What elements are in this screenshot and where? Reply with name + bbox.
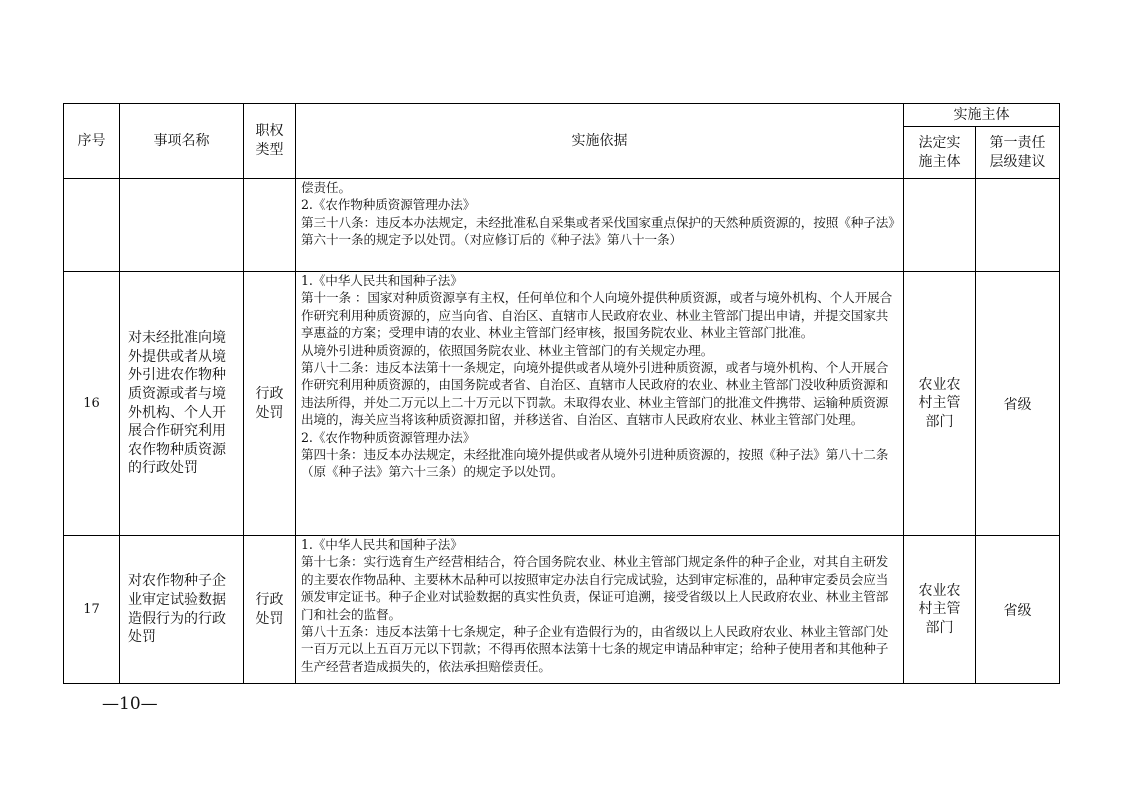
row-type	[244, 179, 296, 272]
basis-line: 第八十二条：违反本法第十一条规定，向境外提供或者从境外引进种质资源，或者与境外机构、个人开展合作研究利用种质资源的，由国务院或者省、自治区、直辖市人民政府的农业、林业主管部门没收种质资源和违法所得，并处二万元以上二十万元以下罚款。未取得农业、林业主管部门的批准文件携带、运输种质资源出境的，海关应当将该种质资源扣留，并移送省、自治区、直辖市人民政府农业、林业主管部门处理。	[301, 360, 889, 428]
header-subject-group: 实施主体	[904, 104, 1060, 127]
header-name: 事项名称	[120, 104, 244, 179]
header-legal-subject	[904, 127, 976, 179]
row-type-text: 行政处罚	[255, 385, 284, 421]
row-type	[244, 536, 296, 684]
basis-line: 第三十八条：违反本办法规定，未经批准私自采集或者采伐国家重点保护的天然种质资源的，按照《种子法》第六十一条的规定予以处罚。（对应修订后的《种子法》第八十一条）	[301, 214, 895, 248]
header-level-text: 第一责任层级建议	[989, 134, 1046, 170]
row-level: 省级	[976, 536, 1060, 684]
row-type-text: 行政处罚	[255, 591, 284, 627]
row-name	[120, 179, 244, 272]
table-row	[64, 272, 1060, 536]
row-subject: 农业农村主管部门	[904, 272, 976, 536]
row-level	[976, 179, 1060, 272]
enforcement-table	[63, 103, 1060, 684]
basis-line: 第八十五条：违反本法第十七条规定，种子企业有造假行为的，由省级以上人民政府农业、林业主管部门处一百万元以上五百万元以下罚款；不得再依照本法第十七条的规定申请品种审定；给种子使用者和其他种子生产经营者造成损失的，依法承担赔偿责任。	[301, 624, 889, 674]
row-subject	[904, 179, 976, 272]
page-number: —10—	[102, 694, 158, 714]
row-basis	[296, 536, 904, 684]
row-type	[244, 272, 296, 536]
row-basis	[296, 179, 904, 272]
row-seq	[64, 179, 120, 272]
row-basis	[296, 272, 904, 536]
basis-line: 第十七条：实行选育生产经营相结合，符合国务院农业、林业主管部门规定条件的种子企业，对其自主研发的主要农作物品种、主要林木品种可以按照审定办法自行完成试验，达到审定标准的，品种审定委员会应当颁发审定证书。种子企业对试验数据的真实性负责，保证可追溯，接受省级以上人民政府农业、林业主管部门和社会的监督。	[301, 554, 889, 622]
row-seq: 17	[64, 536, 120, 684]
row-subject: 农业农村主管部门	[904, 536, 976, 684]
basis-line: 第四十条：违反本办法规定，未经批准向境外提供或者从境外引进种质资源的，按照《种子法》第八十二条（原《种子法》第六十三条）的规定予以处罚。	[301, 447, 889, 480]
header-basis: 实施依据	[296, 104, 904, 179]
header-legal-subject-text: 法定实施主体	[918, 134, 961, 170]
table-row	[64, 179, 1060, 272]
basis-line: 2.《农作物种质资源管理办法》	[301, 197, 476, 213]
header-seq: 序号	[64, 104, 120, 179]
header-type-text: 职权类型	[255, 123, 284, 158]
basis-line: 2.《农作物种质资源管理办法》	[301, 429, 476, 445]
header-level	[976, 127, 1060, 179]
basis-line: 第十一条 ：国家对种质资源享有主权，任何单位和个人向境外提供种质资源，或者与境外机构、个人开展合作研究利用种质资源的，应当向省、自治区、直辖市人民政府农业、林业主管部门提出申请，并提交国家共享惠益的方案；受理申请的农业、林业主管部门经审核，报国务院农业、林业主管部门批准。	[301, 290, 893, 341]
table-row	[64, 536, 1060, 684]
row-name: 对农作物种子企业审定试验数据造假行为的行政处罚	[120, 536, 244, 684]
basis-line: 1.《中华人民共和国种子法》	[301, 537, 463, 552]
basis-line: 偿责任。	[301, 180, 351, 195]
header-type	[244, 104, 296, 179]
basis-line: 从境外引进种质资源的，依照国务院农业、林业主管部门的有关规定办理。	[301, 342, 714, 358]
basis-line: 1.《中华人民共和国种子法》	[301, 273, 463, 288]
table-header	[64, 104, 1060, 179]
row-name: 对未经批准向境外提供或者从境外引进农作物种质资源或者与境外机构、个人开展合作研究利用农作物种质资源的行政处罚	[120, 272, 244, 536]
row-level: 省级	[976, 272, 1060, 536]
row-seq: 16	[64, 272, 120, 536]
